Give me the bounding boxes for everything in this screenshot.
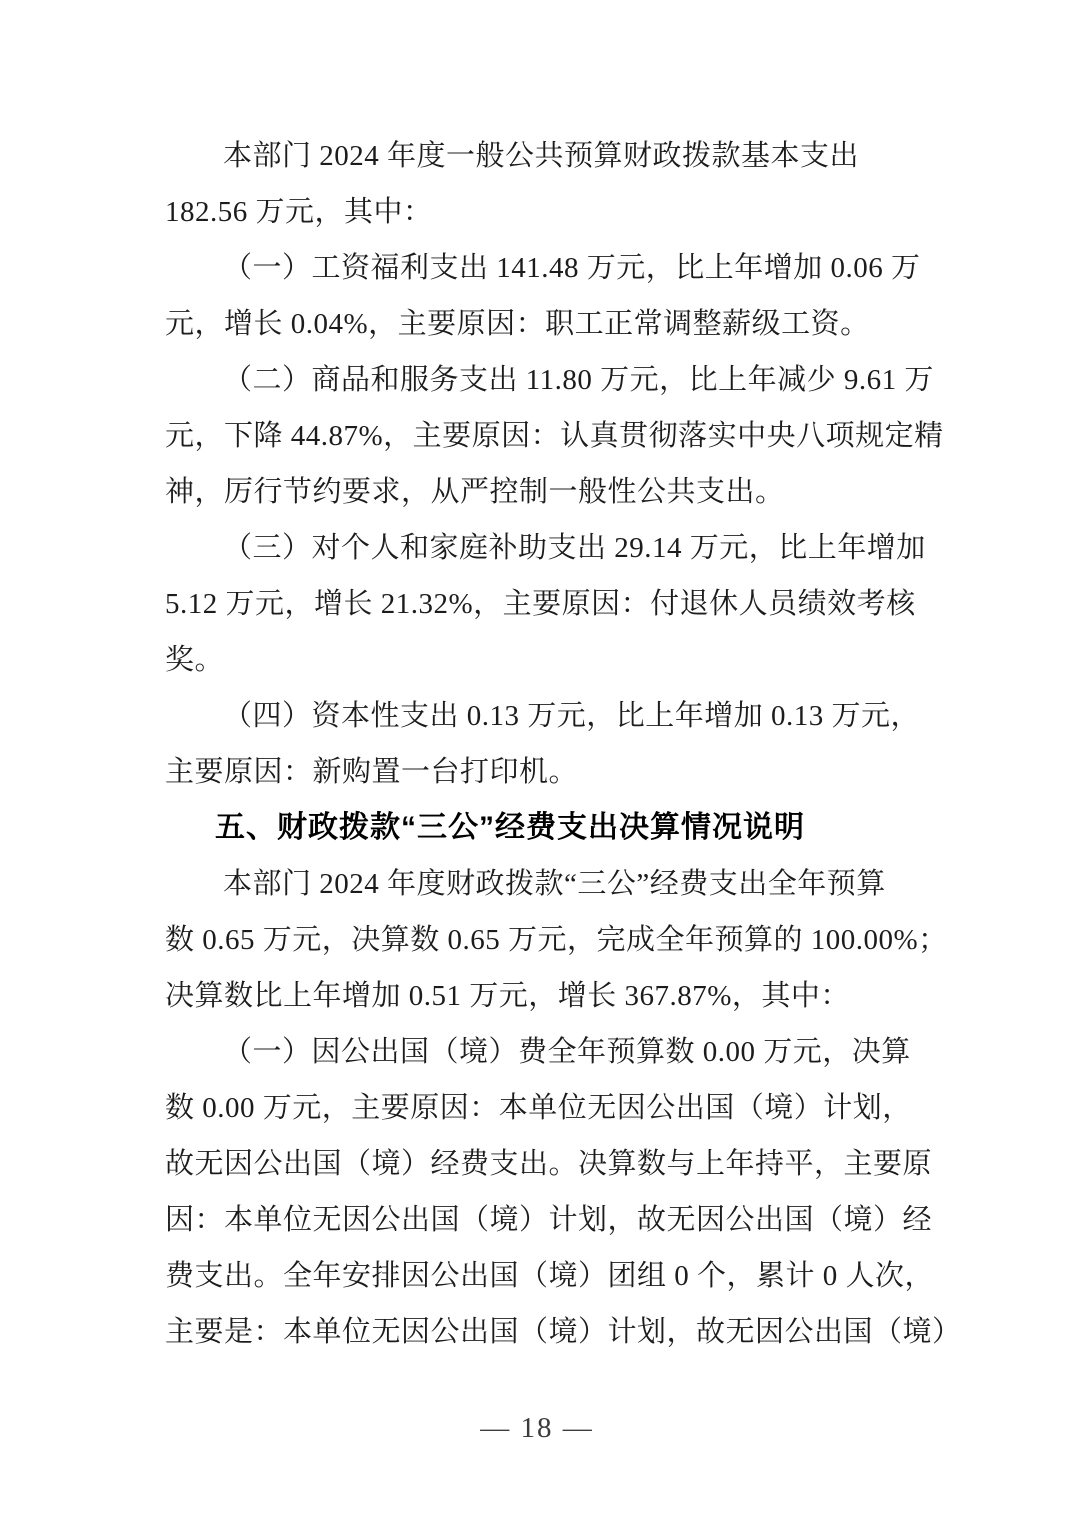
paragraph-line: （三）对个人和家庭补助支出 29.14 万元，比上年增加 xyxy=(223,532,926,564)
paragraph-line: 决算数比上年增加 0.51 万元，增长 367.87%，其中： xyxy=(165,980,850,1012)
paragraph-line: 5.12 万元，增长 21.32%，主要原因：付退休人员绩效考核 xyxy=(165,588,916,620)
paragraph-line: 本部门 2024 年度财政拨款“三公”经费支出全年预算 xyxy=(223,868,886,900)
paragraph-line: 数 0.00 万元，主要原因：本单位无因公出国（境）计划， xyxy=(165,1092,912,1124)
paragraph-line: 因：本单位无因公出国（境）计划，故无因公出国（境）经 xyxy=(165,1204,933,1236)
paragraph-line: 故无因公出国（境）经费支出。决算数与上年持平，主要原 xyxy=(165,1148,933,1180)
paragraph-line: （二）商品和服务支出 11.80 万元，比上年减少 9.61 万 xyxy=(223,364,934,396)
document-body xyxy=(165,128,962,1360)
paragraph-line: 主要是：本单位无因公出国（境）计划，故无因公出国（境） xyxy=(165,1316,962,1348)
paragraph-line: 主要原因：新购置一台打印机。 xyxy=(165,756,579,788)
paragraph-line: （四）资本性支出 0.13 万元，比上年增加 0.13 万元， xyxy=(223,700,921,732)
paragraph-line: （一）因公出国（境）费全年预算数 0.00 万元，决算 xyxy=(223,1036,911,1068)
section-heading: 五、财政拨款“三公”经费支出决算情况说明 xyxy=(215,811,805,844)
paragraph-line: 数 0.65 万元，决算数 0.65 万元，完成全年预算的 100.00%； xyxy=(165,924,948,956)
paragraph-line: 费支出。全年安排因公出国（境）团组 0 个，累计 0 人次， xyxy=(165,1260,935,1292)
paragraph-line: 182.56 万元，其中： xyxy=(165,196,433,228)
paragraph-line: （一）工资福利支出 141.48 万元，比上年增加 0.06 万 xyxy=(223,252,921,284)
paragraph-line: 元，下降 44.87%，主要原因：认真贯彻落实中央八项规定精 xyxy=(165,420,944,452)
paragraph-line: 神，厉行节约要求，从严控制一般性公共支出。 xyxy=(165,476,785,508)
paragraph-line: 元，增长 0.04%，主要原因：职工正常调整薪级工资。 xyxy=(165,308,870,340)
page-number: — 18 — xyxy=(480,1412,594,1444)
paragraph-line: 奖。 xyxy=(165,644,225,676)
paragraph-line: 本部门 2024 年度一般公共预算财政拨款基本支出 xyxy=(223,140,860,172)
